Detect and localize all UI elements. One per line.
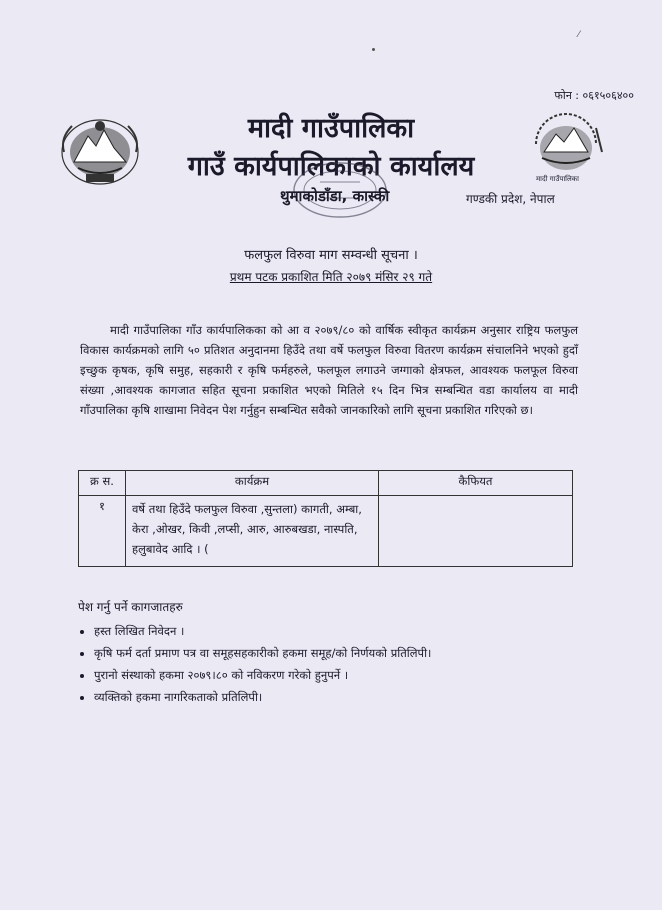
publish-date: प्रथम पटक प्रकाशित मिति २०७९ मंसिर २९ गते [229, 270, 433, 284]
list-item: • कृषि फर्म दर्ता प्रमाण पत्र वा समूहसहकारीको हकमा समूह/को निर्णयको प्रतिलिपी। [94, 642, 614, 664]
notice-title: फलफुल विरुवा माग सम्वन्धी सूचना । [244, 248, 418, 263]
office-name: गाउँ कार्यपालिकाको कार्यालय [187, 151, 475, 182]
list-item: • व्यक्तिको हकमा नागरिकताको प्रतिलिपी। [94, 686, 614, 708]
documents-heading: पेश गर्नु पर्ने कागजातहरु [78, 600, 183, 614]
table-row [79, 496, 573, 567]
office-location: थुमाकोडाँडा, कास्की [280, 187, 390, 205]
header-remarks: कैफियत [379, 471, 573, 496]
list-item: • हस्त लिखित निवेदन । [94, 620, 614, 642]
cell-serial: १ [79, 496, 126, 567]
header-serial: क्र स. [79, 471, 126, 496]
pen-mark: ⁄ [578, 30, 580, 40]
municipality-logo-icon [528, 108, 604, 178]
cell-program: वर्षे तथा हिउँदे फलफुल विरुवा ,सुन्तला) कागती, अम्बा, केरा ,ओखर, किवी ,लप्सी, आरु, आरुबखडा, नास्पति, हलुबावेद आदि । ( [126, 496, 379, 567]
speck [372, 48, 375, 51]
documents-list [78, 620, 614, 708]
notice-body: मादी गाउँपालिका गाँउ कार्यपालिकका को आ व २०७९/८० को वार्षिक स्वीकृत कार्यक्रम अनुसार राष्ट्रिय फलफुल विकास कार्यक्रमको लागि ५० प्रतिशत अनुदानमा हिउँदे तथा वर्षे फलफुल विरुवा वितरण कार्यक्रम संचालनिने भएको हुदाँ इच्छुक कृषक, कृषि समुह, सहकारी र कृषि फर्महरुले, फलफूल लगाउने जग्गाको क्षेत्रफल, आवश्यक फलफूल विरुवा संख्या ,आवश्यक कागजात सहित सूचना प्रकाशित भएको मितिले १५ दिन भित्र सम्बन्धित वडा कार्यालय वा मादी गाँउपालिका कृषि शाखामा निवेदन पेश गर्नुहुन सम्बन्धित सवैको जानकारिको लागि सूचना प्रकाशित गरिएको छ। [80, 323, 578, 417]
phone-number: फोन : ०६१५०६४०० [554, 89, 634, 102]
logo-caption: मादी गाउँपालिका [536, 175, 579, 183]
municipality-name: मादी गाउँपालिका [247, 113, 415, 144]
program-table [78, 470, 573, 567]
table-header-row [79, 471, 573, 496]
cell-remarks [379, 496, 573, 567]
list-item: • पुरानो संस्थाको हकमा २०७९।८० को नविकरण गरेको हुनुपर्ने । [94, 664, 614, 686]
header-program: कार्यक्रम [126, 471, 379, 496]
province-name: गण्डकी प्रदेश, नेपाल [466, 192, 555, 206]
